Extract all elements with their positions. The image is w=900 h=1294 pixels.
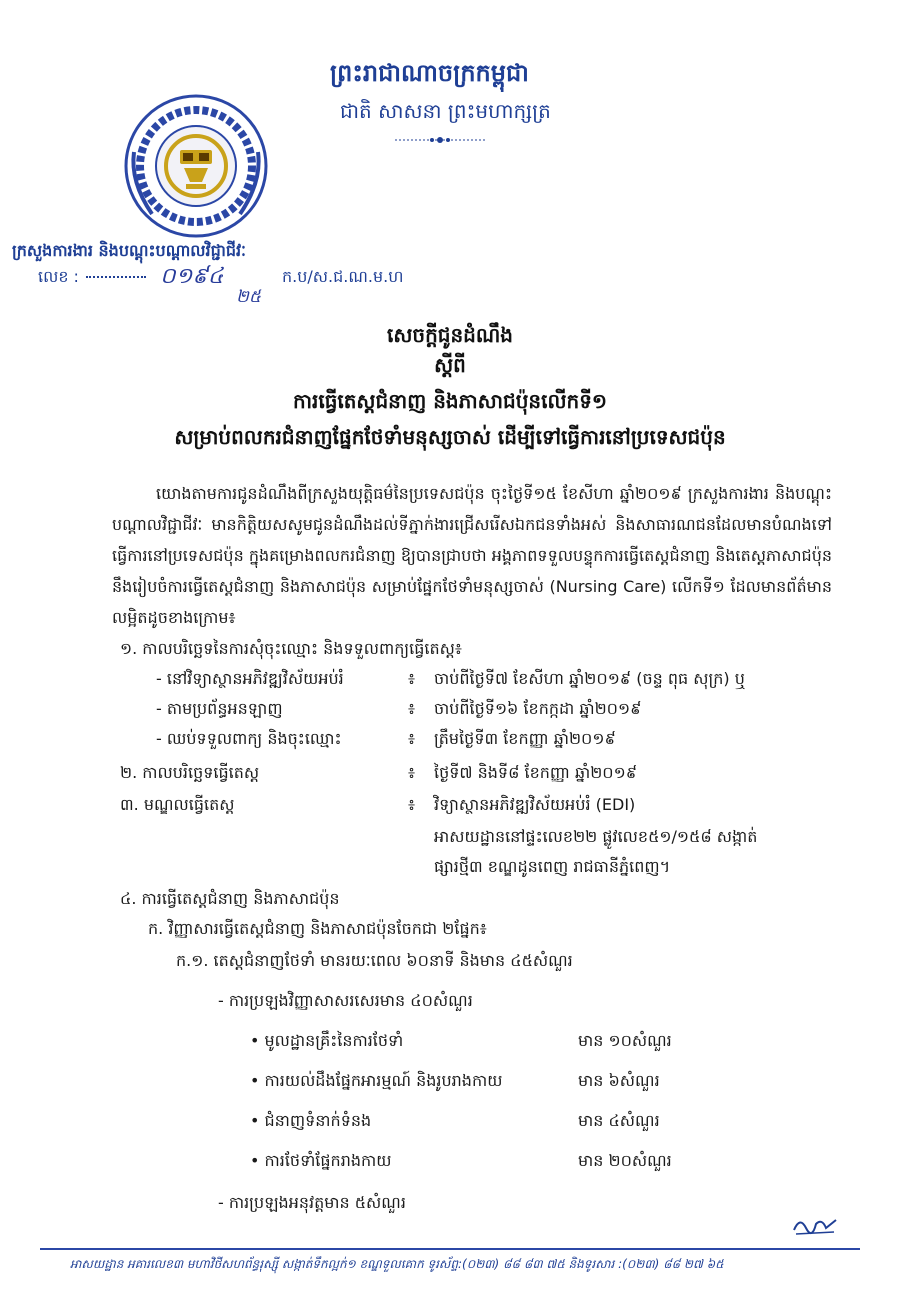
section-1c-label: - ឈប់ទទួលពាក្យ និងចុះឈ្មោះ [156,729,342,748]
section-1a-value: ចាប់ពីថ្ងៃទី៧ ខែសីហា ឆ្នាំ២០១៩ (ចន្ទ ពុធ សុក្រ) ឬ [434,669,745,688]
colon: ៖ [408,669,416,688]
practical-exam: - ការប្រឡងអនុវត្តមាន ៥សំណួរ [218,1193,406,1212]
colon: ៖ [408,699,416,718]
section-4-heading: ៤. ការធ្វើតេស្តជំនាញ និងភាសាជប៉ុន [120,889,340,908]
colon: ៖ [408,729,416,748]
footer-address: អាសយដ្ឋាន អគារលេខ៣ មហាវិថីសហព័ន្ធរុស្ស៊ី សង្កាត់ទឹកល្អក់១ ខណ្ឌទួលគោក ទូរស័ព្ទ:(០២៣) ៨៨ ៨៣ ៧៥ និងទូរសារ :(០២៣) ៨៨ ២៧ ៦៥ [70,1257,724,1271]
section-1a-row [156,668,344,692]
kingdom-title: ព្រះរាជាណាចក្រកម្ពុជា [330,59,529,87]
section-3-label: ៣. មណ្ឌលធ្វើតេស្ត [120,795,235,814]
section-1b-value: ចាប់ពីថ្ងៃទី១៦ ខែកក្កដា ឆ្នាំ២០១៩ [434,699,642,718]
reference-line [38,266,148,290]
ornament-divider-icon [395,135,485,145]
bullet-4-value: មាន ២០សំណួរ [578,1151,672,1170]
section-4a1: ក.១. តេស្តជំនាញថែទាំ មានរយៈពេល ៦០នាទី និងមាន ៤៥សំណួរ [176,951,573,970]
section-3-value-1: វិទ្យាស្ថានអភិវឌ្ឍវិស័យអប់រំ (EDI) [434,795,636,814]
notice-subject: ការធ្វើតេស្តជំនាញ និងភាសាជប៉ុនលើកទី១ [292,389,608,413]
section-3-value-3: ផ្សារថ្មី៣ ខណ្ឌដូនពេញ រាជធានីភ្នំពេញ។ [434,857,671,876]
bullet-2-label: • ការយល់ដឹងផ្នែកអារម្មណ៍ និងរូបរាងកាយ [250,1071,503,1090]
reference-label: លេខ : [38,267,79,286]
footer-divider [40,1248,860,1250]
ministry-logo-icon [122,92,270,240]
section-1-heading: ១. កាលបរិច្ឆេទនៃការសុំចុះឈ្មោះ និងទទួលពាក្យធ្វើតេស្ត៖ [120,639,462,658]
section-1a-label: - នៅវិទ្យាស្ថានអភិវឌ្ឍវិស័យអប់រំ [156,669,344,688]
bullet-1-label: • មូលដ្ឋានគ្រឹះនៃការថែទាំ [250,1031,404,1050]
section-1c-value: ត្រឹមថ្ងៃទី៣ ខែកញ្ញា ឆ្នាំ២០១៩ [434,729,616,748]
notice-title: សេចក្តីជូនដំណឹង [387,323,513,347]
bullet-3-label: • ជំនាញទំនាក់ទំនង [250,1111,372,1130]
section-3-value-2: អាសយដ្ឋាននៅផ្ទះលេខ២២ ផ្លូវលេខ៥១/១៥៨ សង្កាត់ [434,827,758,846]
notice-about: ស្តីពី [434,353,466,377]
national-motto: ជាតិ សាសនា ព្រះមហាក្សត្រ [340,99,551,123]
section-4a: ក. វិញ្ញាសារធ្វើតេស្តជំនាញ និងភាសាជប៉ុនចែកជា ២ផ្នែក៖ [148,919,487,938]
reference-number: ០១៩៤ [160,264,224,289]
body-paragraph [112,478,832,633]
bullet-4-label: • ការថែទាំផ្នែករាងកាយ [250,1151,392,1170]
ministry-name: ក្រសួងការងារ និងបណ្តុះបណ្តាលវិជ្ជាជីវៈ [12,241,246,260]
reference-dots [86,276,146,278]
written-exam: - ការប្រឡងវិញ្ញាសាសរសេរមាន ៤០សំណួរ [218,991,473,1010]
section-2-label: ២. កាលបរិច្ឆេទធ្វើតេស្ត [120,763,260,782]
signature-icon [790,1212,840,1238]
body-paragraph-text: យោងតាមការជូនដំណឹងពីក្រសួងយុត្តិធម៌នៃប្រទេសជប៉ុន ចុះថ្ងៃទី១៥ ខែសីហា ឆ្នាំ២០១៩ ក្រសួងការងារ និងបណ្តុះបណ្តាលវិជ្ជាជីវៈ មានកិត្តិយសសូមជូនដំណឹងដល់ទីភ្នាក់ងារជ្រើសរើសឯកជនទាំងអស់ និងសាធារណជនដែលមានបំណងទៅធ្វើការនៅប្រទេសជប៉ុន ក្នុងគម្រោងពលករជំនាញ ឱ្យបានជ្រាបថា អង្គភាពទទួលបន្ទុកការធ្វើតេស្តជំនាញ និងតេស្តភាសាជប៉ុន នឹងរៀបចំការធ្វើតេស្តជំនាញ និងភាសាជប៉ុន សម្រាប់ផ្នែកថែទាំមនុស្សចាស់ (Nursing Care) លើកទី១ ដែលមានព័ត៌មានលម្អិតដូចខាងក្រោម៖ [112,484,832,627]
colon: ៖ [408,763,416,782]
bullet-1-value: មាន ១០សំណួរ [578,1031,672,1050]
section-2-value: ថ្ងៃទី៧ និងទី៨ ខែកញ្ញា ឆ្នាំ២០១៩ [434,763,638,782]
bullet-2-value: មាន ៦សំណួរ [578,1071,660,1090]
notice-subject-detail: សម្រាប់ពលករជំនាញផ្នែកថែទាំមនុស្សចាស់ ដើម្បីទៅធ្វើការនៅប្រទេសជប៉ុន [174,425,726,449]
colon: ៖ [408,795,416,814]
reference-code: ក.ប/ស.ជ.ណ.ម.ហ [282,267,404,286]
section-1b-label: - តាមប្រព័ន្ធអនឡាញ [156,699,283,718]
bullet-3-value: មាន ៤សំណួរ [578,1111,660,1130]
reference-sub-number: ២៥ [236,287,261,307]
